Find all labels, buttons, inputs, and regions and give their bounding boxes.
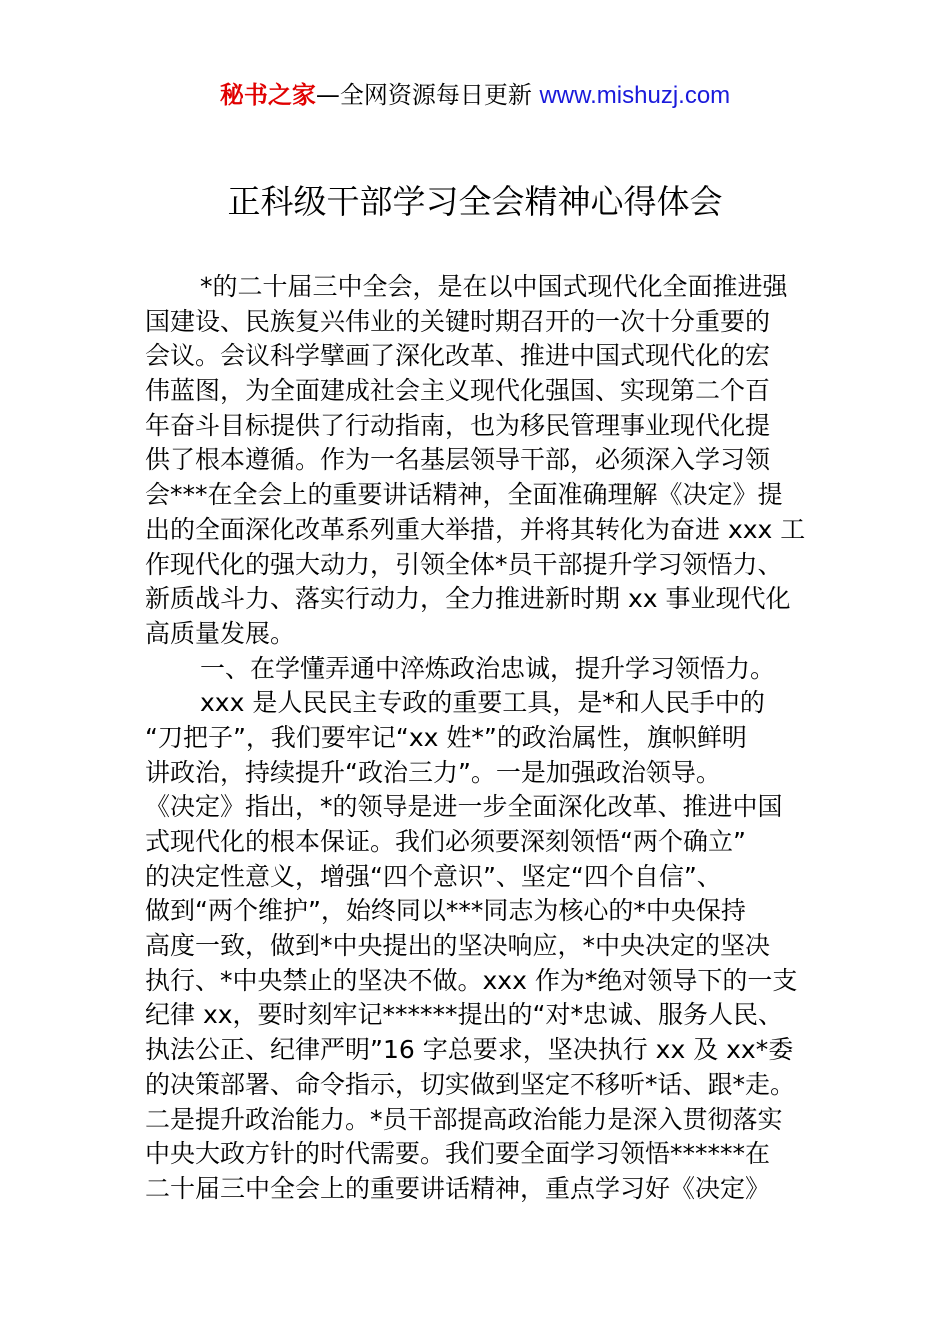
body-line: xxx 是人民民主专政的重要工具，是*和人民手中的 xyxy=(200,688,765,718)
body-line: 会议。会议科学擘画了深化改革、推进中国式现代化的宏 xyxy=(145,341,771,371)
body-line: 高度一致，做到*中央提出的坚决响应，*中央决定的坚决 xyxy=(145,931,771,961)
body-line: “刀把子”，我们要牢记“xx 姓*”的政治属性，旗帜鲜明 xyxy=(145,722,747,752)
body-line: 式现代化的根本保证。我们必须要深刻领悟“两个确立” xyxy=(145,827,746,856)
body-line: *的二十届三中全会，是在以中国式现代化全面推进强 xyxy=(200,272,788,301)
body-line: 作现代化的强大动力，引领全体*员干部提升学习领悟力、 xyxy=(145,549,783,579)
body-line: 执法公正、纪律严明”16 字总要求，坚决执行 xx 及 xx*委 xyxy=(145,1035,794,1065)
body-line: 的决策部署、命令指示，切实做到坚定不移听*话、跟*走。 xyxy=(145,1069,796,1099)
site-url[interactable]: www.mishuzj.com xyxy=(539,82,731,109)
body-line: 执行、*中央禁止的坚决不做。xxx 作为*绝对领导下的一支 xyxy=(145,965,798,995)
body-line: 做到“两个维护”，始终同以***同志为核心的*中央保持 xyxy=(145,896,746,926)
body-line: 二十届三中全会上的重要讲话精神，重点学习好《决定》 xyxy=(145,1173,771,1203)
body-line: 《决定》指出，*的领导是进一步全面深化改革、推进中国 xyxy=(145,792,783,822)
body-line: 高质量发展。 xyxy=(145,618,296,648)
body-line: 二是提升政治能力。*员干部提高政治能力是深入贯彻落实 xyxy=(145,1104,783,1134)
body-line: 供了根本遵循。作为一名基层领导干部，必须深入学习领 xyxy=(145,445,771,475)
section-heading: 一、在学懂弄通中淬炼政治忠诚，提升学习领悟力。 xyxy=(200,653,776,683)
body-line: 新质战斗力、落实行动力，全力推进新时期 xx 事业现代化 xyxy=(145,584,791,614)
body-line: 会***在全会上的重要讲话精神，全面准确理解《决定》提 xyxy=(145,480,783,510)
body-line: 的决定性意义，增强“四个意识”、坚定“四个自信”、 xyxy=(145,861,722,891)
body-line: 年奋斗目标提供了行动指南，也为移民管理事业现代化提 xyxy=(145,410,771,440)
body-line: 中央大政方针的时代需要。我们要全面学习领悟******在 xyxy=(145,1139,771,1169)
body-line: 出的全面深化改革系列重大举措，并将其转化为奋进 xxx 工 xyxy=(145,514,806,544)
brand-name: 秘书之家 xyxy=(219,81,316,109)
body-line: 伟蓝图，为全面建成社会主义现代化强国、实现第二个百 xyxy=(145,376,771,406)
site-header xyxy=(0,78,950,113)
header-slogan: —全网资源每日更新 xyxy=(315,81,540,109)
body-line: 纪律 xx，要时刻牢记******提出的“对*忠诚、服务人民、 xyxy=(145,1000,783,1030)
body-line: 讲政治，持续提升“政治三力”。一是加强政治领导。 xyxy=(145,757,721,787)
document-title: 正科级干部学习全会精神心得体会 xyxy=(227,182,723,221)
document-body xyxy=(145,270,820,1207)
body-line: 国建设、民族复兴伟业的关键时期召开的一次十分重要的 xyxy=(145,306,771,336)
